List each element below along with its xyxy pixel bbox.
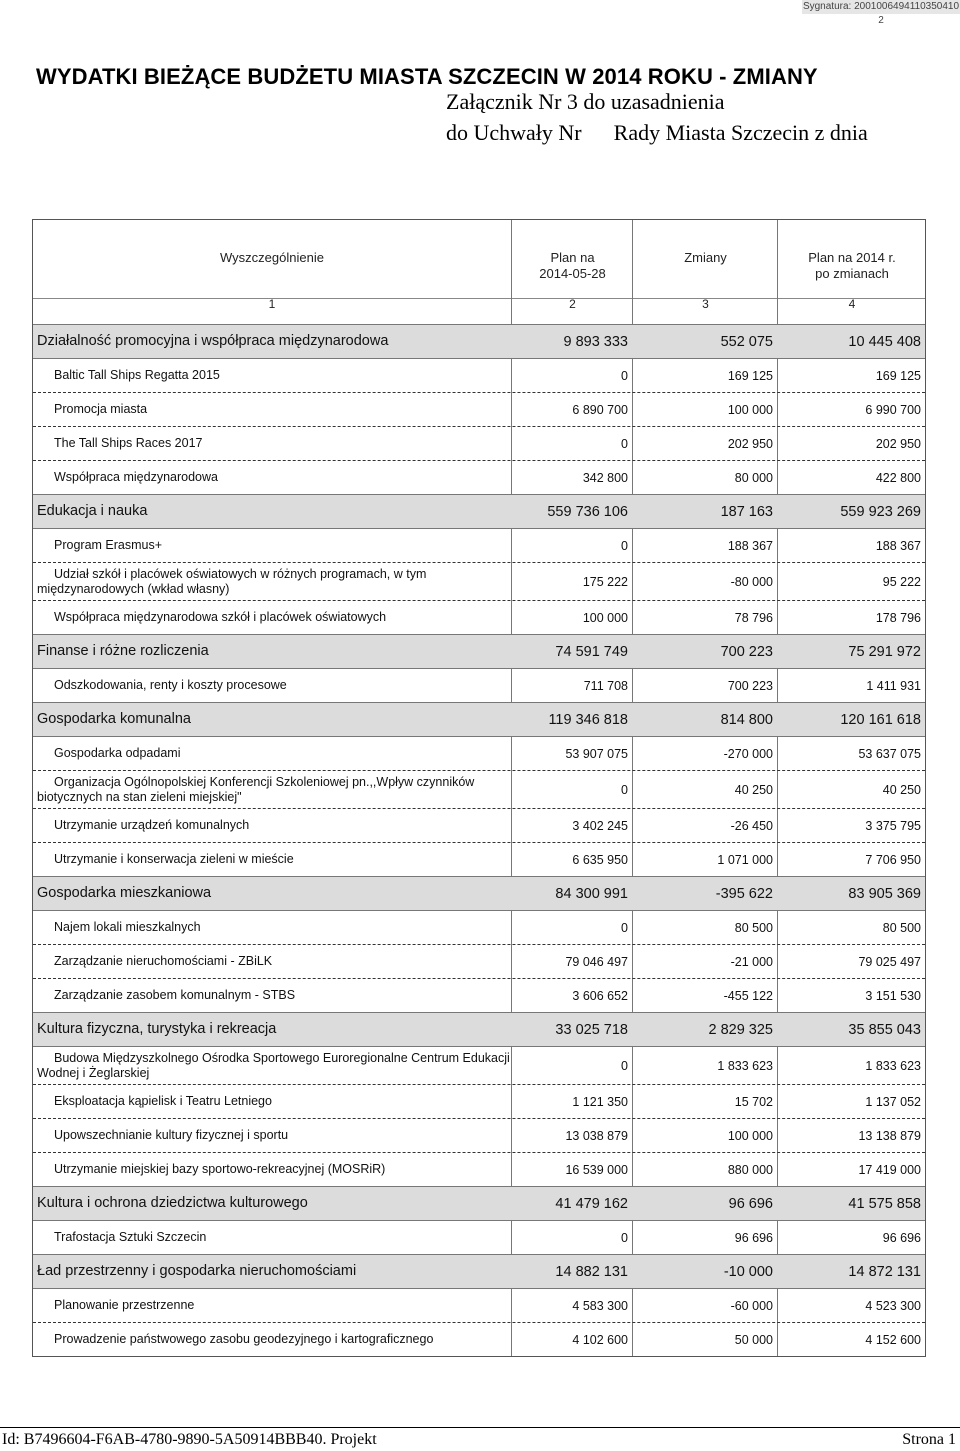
header-after <box>778 250 926 282</box>
row-plan-value: 175 222 <box>582 574 628 589</box>
category-row <box>33 1187 925 1221</box>
header-cell-change <box>632 220 778 324</box>
row-change-value: 700 223 <box>727 678 773 693</box>
row-change-value: -80 000 <box>730 574 773 589</box>
table-row <box>33 1289 925 1323</box>
row-change-value: 880 000 <box>727 1162 773 1177</box>
table-row <box>33 771 925 809</box>
row-name: Działalność promocyjna i współpraca międzynarodowa <box>37 333 389 349</box>
row-after-value: 35 855 043 <box>848 1021 921 1038</box>
header-after-line1: Plan na 2014 r. <box>808 250 896 265</box>
row-change-value: -270 000 <box>723 746 773 761</box>
row-change-value: 202 950 <box>727 436 773 451</box>
row-plan-value: 0 <box>621 1230 628 1245</box>
row-plan-value: 41 479 162 <box>555 1195 628 1212</box>
column-number-3: 3 <box>702 297 709 311</box>
document-id: Id: B7496604-F6AB-4780-9890-5A50914BBB40. Projekt <box>2 1431 377 1448</box>
table-row <box>33 1119 925 1153</box>
council-date-label: Rady Miasta Szczecin z dnia <box>613 120 868 145</box>
header-cell-name <box>33 220 511 324</box>
row-change-value: 2 829 325 <box>708 1021 773 1038</box>
row-plan-value: 6 635 950 <box>572 852 628 867</box>
resolution-number-label: do Uchwały Nr <box>446 120 582 145</box>
row-change-value: 100 000 <box>727 1128 773 1143</box>
row-change-value: 15 702 <box>734 1094 773 1109</box>
row-plan-value: 4 102 600 <box>572 1332 628 1347</box>
column-number-4: 4 <box>848 297 856 311</box>
row-after-value: 1 833 623 <box>865 1058 921 1073</box>
row-after-value: 3 151 530 <box>865 988 921 1003</box>
header-plan-line2: 2014-05-28 <box>539 266 606 281</box>
resolution-subtitle <box>446 120 868 146</box>
row-name: Edukacja i nauka <box>37 503 148 519</box>
row-name: Gospodarka odpadami <box>54 746 181 760</box>
header-after-line2: po zmianach <box>815 266 889 281</box>
row-after-value: 1 137 052 <box>865 1094 921 1109</box>
row-after-value: 96 696 <box>882 1230 921 1245</box>
row-plan-value: 3 606 652 <box>572 988 628 1003</box>
row-plan-value: 9 893 333 <box>563 333 628 350</box>
row-name: Trafostacja Sztuki Szczecin <box>54 1230 207 1244</box>
row-change-value: -26 450 <box>730 818 773 833</box>
attachment-subtitle: Załącznik Nr 3 do uzasadnienia <box>446 89 725 114</box>
row-after-value: 1 411 931 <box>866 678 921 693</box>
table-row <box>33 843 925 877</box>
row-change-value: 169 125 <box>727 368 773 383</box>
table-row <box>33 461 925 495</box>
row-name: Odszkodowania, renty i koszty procesowe <box>54 678 287 692</box>
category-row <box>33 1013 925 1047</box>
header-plan-line1: Plan na <box>550 250 595 265</box>
row-name: Prowadzenie państwowego zasobu geodezyjnego i kartograficznego <box>54 1332 434 1346</box>
row-after-value: 169 125 <box>875 368 921 383</box>
row-after-value: 559 923 269 <box>840 503 921 520</box>
row-change-value: 552 075 <box>720 333 773 350</box>
row-plan-value: 74 591 749 <box>555 643 628 660</box>
row-after-value: 10 445 408 <box>848 333 921 350</box>
row-change-value: -455 122 <box>723 988 773 1003</box>
row-plan-value: 119 346 818 <box>548 711 628 728</box>
table-row <box>33 945 925 979</box>
row-plan-value: 0 <box>621 782 628 797</box>
row-plan-value: 0 <box>621 436 628 451</box>
row-name: Program Erasmus+ <box>54 538 163 552</box>
row-after-value: 7 706 950 <box>865 852 921 867</box>
row-change-value: 80 500 <box>734 920 773 935</box>
row-plan-value: 4 583 300 <box>572 1298 628 1313</box>
row-plan-value: 16 539 000 <box>565 1162 628 1177</box>
table-row <box>33 1047 925 1085</box>
table-row <box>33 601 925 635</box>
row-after-value: 40 250 <box>882 782 921 797</box>
row-name: Kultura fizyczna, turystyka i rekreacja <box>37 1021 277 1037</box>
row-change-value: 700 223 <box>720 643 773 660</box>
table-row <box>33 737 925 771</box>
row-after-value: 6 990 700 <box>865 402 921 417</box>
row-plan-value: 3 402 245 <box>572 818 628 833</box>
row-name: Zarządzanie nieruchomościami - ZBiLK <box>54 954 273 968</box>
row-plan-value: 6 890 700 <box>572 402 628 417</box>
page-footer <box>0 1427 960 1450</box>
row-after-value: 14 872 131 <box>848 1263 921 1280</box>
row-change-value: -21 000 <box>730 954 773 969</box>
row-plan-value: 13 038 879 <box>565 1128 628 1143</box>
row-name: Utrzymanie i konserwacja zieleni w mieście <box>54 852 294 866</box>
row-change-value: 187 163 <box>720 503 773 520</box>
row-change-value: 50 000 <box>734 1332 773 1347</box>
row-name: Utrzymanie urządzeń komunalnych <box>54 818 250 832</box>
row-change-value: 78 796 <box>734 610 773 625</box>
row-plan-value: 0 <box>621 920 628 935</box>
row-name: Utrzymanie miejskiej bazy sportowo-rekreacyjnej (MOSRiR) <box>54 1162 386 1176</box>
table-row <box>33 1323 925 1356</box>
row-after-value: 422 800 <box>875 470 921 485</box>
category-row <box>33 1255 925 1289</box>
table-row <box>33 563 925 601</box>
row-name: Budowa Międzyszkolnego Ośrodka Sportowego Euroregionalne Centrum Edukacji Wodnej i Żeglarskiej <box>37 1050 510 1080</box>
row-change-value: 40 250 <box>734 782 773 797</box>
row-after-value: 53 637 075 <box>858 746 921 761</box>
row-plan-value: 342 800 <box>582 470 628 485</box>
table-row <box>33 669 925 703</box>
table-row <box>33 1153 925 1187</box>
table-row <box>33 427 925 461</box>
row-after-value: 188 367 <box>875 538 921 553</box>
header-cell-plan <box>511 220 633 324</box>
row-after-value: 4 523 300 <box>865 1298 921 1313</box>
row-change-value: 96 696 <box>728 1195 773 1212</box>
row-name: Planowanie przestrzenne <box>54 1298 195 1312</box>
row-plan-value: 0 <box>621 538 628 553</box>
row-name: Promocja miasta <box>54 402 148 416</box>
column-number-2: 2 <box>569 297 576 311</box>
row-change-value: 814 800 <box>720 711 773 728</box>
category-row <box>33 703 925 737</box>
header-plan <box>512 250 633 282</box>
category-row <box>33 495 925 529</box>
row-name: Gospodarka mieszkaniowa <box>37 885 212 901</box>
table-row <box>33 393 925 427</box>
row-name: Finanse i różne rozliczenia <box>37 643 209 659</box>
row-change-value: 1 071 000 <box>717 852 773 867</box>
row-change-value: 100 000 <box>727 402 773 417</box>
row-plan-value: 1 121 350 <box>572 1094 628 1109</box>
table-row <box>33 911 925 945</box>
row-plan-value: 559 736 106 <box>547 503 628 520</box>
row-name: Udział szkół i placówek oświatowych w różnych programach, w tym międzynarodowych (wkład własny) <box>37 566 427 596</box>
row-after-value: 83 905 369 <box>848 885 921 902</box>
budget-table <box>32 219 926 1357</box>
header-change: Zmiany <box>684 250 727 265</box>
table-body <box>33 325 925 1356</box>
row-after-value: 178 796 <box>875 610 921 625</box>
row-plan-value: 14 882 131 <box>555 1263 628 1280</box>
row-change-value: 1 833 623 <box>717 1058 773 1073</box>
table-row <box>33 809 925 843</box>
category-row <box>33 325 925 359</box>
column-number-1: 1 <box>268 297 276 311</box>
row-plan-value: 53 907 075 <box>565 746 628 761</box>
row-after-value: 17 419 000 <box>858 1162 921 1177</box>
row-plan-value: 79 046 497 <box>565 954 628 969</box>
row-name: Ład przestrzenny i gospodarka nieruchomościami <box>37 1263 357 1279</box>
row-name: Współpraca międzynarodowa <box>54 470 218 484</box>
row-after-value: 120 161 618 <box>840 711 921 728</box>
table-row <box>33 1085 925 1119</box>
row-after-value: 41 575 858 <box>848 1195 921 1212</box>
table-row <box>33 979 925 1013</box>
row-change-value: 188 367 <box>727 538 773 553</box>
row-plan-value: 33 025 718 <box>555 1021 628 1038</box>
table-header <box>33 220 925 325</box>
row-plan-value: 0 <box>621 368 628 383</box>
category-row <box>33 635 925 669</box>
row-change-value: -60 000 <box>730 1298 773 1313</box>
row-name: Baltic Tall Ships Regatta 2015 <box>54 368 220 382</box>
row-change-value: 80 000 <box>734 470 773 485</box>
row-after-value: 3 375 795 <box>865 818 921 833</box>
row-after-value: 95 222 <box>882 574 921 589</box>
category-row <box>33 877 925 911</box>
signature-label: Sygnatura: 2001006494110350410​2 <box>802 1 960 26</box>
row-plan-value: 711 708 <box>583 678 628 693</box>
row-name: The Tall Ships Races 2017 <box>54 436 203 450</box>
row-name: Gospodarka komunalna <box>37 711 191 727</box>
row-name: Organizacja Ogólnopolskiej Konferencji Szkoleniowej pn.,,Wpływ czynników biotycznych na stan zieleni miejskiej" <box>37 774 475 804</box>
page-number: Strona 1 <box>902 1431 956 1448</box>
row-plan-value: 84 300 991 <box>555 885 628 902</box>
row-change-value: -395 622 <box>715 885 773 902</box>
row-name: Upowszechnianie kultury fizycznej i sportu <box>54 1128 289 1142</box>
header-cell-after <box>777 220 926 324</box>
row-after-value: 80 500 <box>882 920 921 935</box>
row-after-value: 79 025 497 <box>858 954 921 969</box>
page-title: WYDATKI BIEŻĄCE BUDŻETU MIASTA SZCZECIN W 2014 ROKU - ZMIANY <box>36 64 818 89</box>
row-change-value: 96 696 <box>734 1230 773 1245</box>
row-name: Eksploatacja kąpielisk i Teatru Letniego <box>54 1094 272 1108</box>
table-row <box>33 1221 925 1255</box>
row-name: Współpraca międzynarodowa szkół i placówek oświatowych <box>54 610 387 624</box>
table-row <box>33 529 925 563</box>
row-change-value: -10 000 <box>723 1263 773 1280</box>
row-name: Najem lokali mieszkalnych <box>54 920 201 934</box>
row-plan-value: 100 000 <box>582 610 628 625</box>
table-row <box>33 359 925 393</box>
row-after-value: 75 291 972 <box>848 643 921 660</box>
row-after-value: 4 152 600 <box>865 1332 921 1347</box>
header-name: Wyszczególnienie <box>220 250 324 265</box>
row-plan-value: 0 <box>621 1058 628 1073</box>
row-name: Zarządzanie zasobem komunalnym - STBS <box>54 988 296 1002</box>
row-after-value: 13 138 879 <box>858 1128 921 1143</box>
row-name: Kultura i ochrona dziedzictwa kulturowego <box>37 1195 308 1211</box>
row-after-value: 202 950 <box>875 436 921 451</box>
